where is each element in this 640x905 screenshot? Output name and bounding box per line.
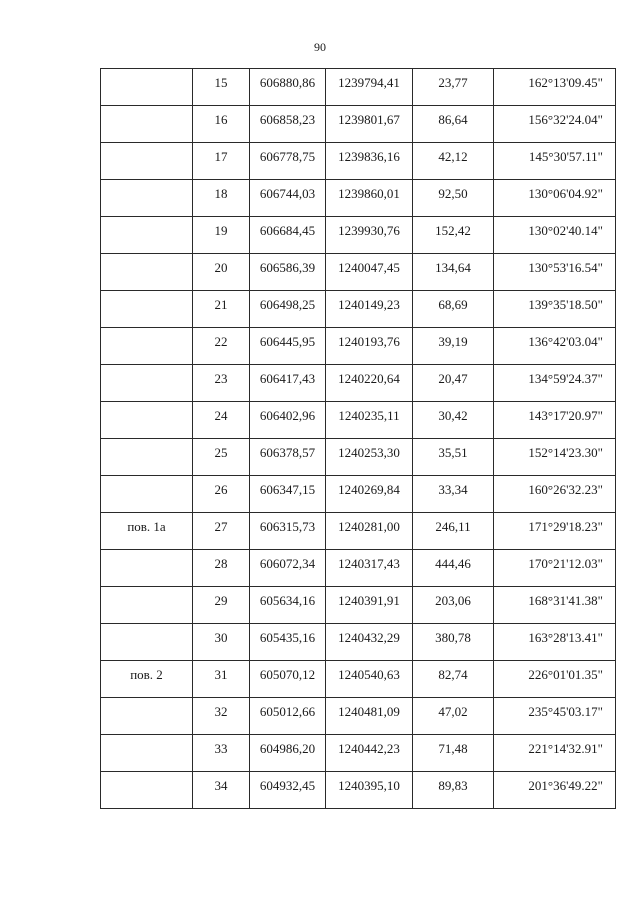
y-coordinate: 1240047,45 bbox=[338, 260, 400, 275]
row-label bbox=[101, 365, 192, 371]
row-label-cell bbox=[101, 291, 193, 328]
point-number-cell bbox=[193, 476, 250, 513]
y-coordinate-cell bbox=[326, 365, 413, 402]
point-number-cell bbox=[193, 624, 250, 661]
y-coordinate-cell bbox=[326, 513, 413, 550]
x-coordinate-cell bbox=[250, 365, 326, 402]
row-label bbox=[101, 217, 192, 223]
point-number: 28 bbox=[214, 556, 228, 571]
x-coordinate-cell bbox=[250, 69, 326, 106]
angle: 235°45'03.17" bbox=[528, 704, 603, 719]
point-number: 27 bbox=[214, 519, 228, 534]
angle-cell bbox=[494, 772, 616, 809]
table-row bbox=[101, 513, 616, 550]
x-coordinate: 605435,16 bbox=[259, 630, 316, 645]
y-coordinate-cell bbox=[326, 69, 413, 106]
row-label-cell bbox=[101, 439, 193, 476]
y-coordinate-cell bbox=[326, 328, 413, 365]
table-row bbox=[101, 254, 616, 291]
point-number: 22 bbox=[214, 334, 228, 349]
row-label bbox=[101, 180, 192, 186]
distance-cell bbox=[413, 624, 494, 661]
x-coordinate-cell bbox=[250, 328, 326, 365]
angle-cell bbox=[494, 180, 616, 217]
x-coordinate-cell bbox=[250, 624, 326, 661]
x-coordinate: 606744,03 bbox=[259, 186, 316, 201]
x-coordinate-cell bbox=[250, 217, 326, 254]
y-coordinate: 1240391,91 bbox=[338, 593, 400, 608]
y-coordinate: 1239794,41 bbox=[338, 75, 400, 90]
x-coordinate-cell bbox=[250, 254, 326, 291]
x-coordinate: 606378,57 bbox=[259, 445, 316, 460]
y-coordinate-cell bbox=[326, 180, 413, 217]
distance-cell bbox=[413, 365, 494, 402]
table-row bbox=[101, 661, 616, 698]
point-number-cell bbox=[193, 291, 250, 328]
table-row bbox=[101, 402, 616, 439]
distance-cell bbox=[413, 254, 494, 291]
point-number-cell bbox=[193, 439, 250, 476]
point-number-cell bbox=[193, 550, 250, 587]
distance-cell bbox=[413, 180, 494, 217]
point-number: 23 bbox=[214, 371, 228, 386]
table-row bbox=[101, 624, 616, 661]
angle-cell bbox=[494, 217, 616, 254]
y-coordinate-cell bbox=[326, 106, 413, 143]
point-number-cell bbox=[193, 69, 250, 106]
point-number: 20 bbox=[214, 260, 228, 275]
distance: 42,12 bbox=[438, 149, 468, 164]
angle-cell bbox=[494, 106, 616, 143]
y-coordinate: 1240317,43 bbox=[338, 556, 400, 571]
angle: 226°01'01.35" bbox=[528, 667, 603, 682]
distance: 82,74 bbox=[438, 667, 468, 682]
y-coordinate-cell bbox=[326, 624, 413, 661]
angle-cell bbox=[494, 291, 616, 328]
distance-cell bbox=[413, 143, 494, 180]
point-number-cell bbox=[193, 772, 250, 809]
angle-cell bbox=[494, 476, 616, 513]
y-coordinate-cell bbox=[326, 698, 413, 735]
row-label-cell bbox=[101, 476, 193, 513]
angle-cell bbox=[494, 735, 616, 772]
row-label-cell bbox=[101, 365, 193, 402]
x-coordinate: 606315,73 bbox=[259, 519, 316, 534]
row-label-cell bbox=[101, 217, 193, 254]
table-row bbox=[101, 735, 616, 772]
y-coordinate-cell bbox=[326, 772, 413, 809]
row-label-cell bbox=[101, 624, 193, 661]
row-label bbox=[101, 550, 192, 556]
point-number-cell bbox=[193, 402, 250, 439]
distance: 33,34 bbox=[438, 482, 468, 497]
distance-cell bbox=[413, 439, 494, 476]
table-row bbox=[101, 587, 616, 624]
y-coordinate: 1240253,30 bbox=[338, 445, 400, 460]
angle: 201°36'49.22" bbox=[528, 778, 603, 793]
distance-cell bbox=[413, 476, 494, 513]
row-label-cell bbox=[101, 587, 193, 624]
x-coordinate: 606586,39 bbox=[259, 260, 316, 275]
y-coordinate-cell bbox=[326, 217, 413, 254]
point-number: 26 bbox=[214, 482, 228, 497]
x-coordinate-cell bbox=[250, 513, 326, 550]
row-label bbox=[101, 735, 192, 741]
x-coordinate-cell bbox=[250, 291, 326, 328]
angle: 130°06'04.92" bbox=[528, 186, 603, 201]
angle: 145°30'57.11" bbox=[528, 149, 603, 164]
x-coordinate-cell bbox=[250, 698, 326, 735]
table-row bbox=[101, 217, 616, 254]
point-number-cell bbox=[193, 735, 250, 772]
x-coordinate: 605012,66 bbox=[259, 704, 316, 719]
point-number: 32 bbox=[214, 704, 228, 719]
point-number-cell bbox=[193, 180, 250, 217]
point-number-cell bbox=[193, 217, 250, 254]
y-coordinate: 1240235,11 bbox=[338, 408, 400, 423]
x-coordinate: 605070,12 bbox=[259, 667, 316, 682]
distance: 35,51 bbox=[438, 445, 468, 460]
distance-cell bbox=[413, 402, 494, 439]
distance: 23,77 bbox=[438, 75, 468, 90]
row-label bbox=[101, 772, 192, 778]
point-number: 18 bbox=[214, 186, 228, 201]
angle-cell bbox=[494, 698, 616, 735]
row-label-cell bbox=[101, 143, 193, 180]
table-row bbox=[101, 143, 616, 180]
distance: 68,69 bbox=[438, 297, 468, 312]
y-coordinate: 1239801,67 bbox=[338, 112, 400, 127]
table-row bbox=[101, 69, 616, 106]
x-coordinate-cell bbox=[250, 772, 326, 809]
angle-cell bbox=[494, 143, 616, 180]
distance-cell bbox=[413, 587, 494, 624]
y-coordinate-cell bbox=[326, 550, 413, 587]
table-row bbox=[101, 698, 616, 735]
x-coordinate: 605634,16 bbox=[259, 593, 316, 608]
y-coordinate: 1240193,76 bbox=[338, 334, 400, 349]
angle-cell bbox=[494, 661, 616, 698]
y-coordinate: 1240395,10 bbox=[338, 778, 400, 793]
table-row bbox=[101, 106, 616, 143]
x-coordinate: 606880,86 bbox=[259, 75, 316, 90]
distance: 20,47 bbox=[438, 371, 468, 386]
coordinates-table-container bbox=[100, 68, 609, 809]
angle: 134°59'24.37" bbox=[528, 371, 603, 386]
x-coordinate-cell bbox=[250, 180, 326, 217]
angle: 168°31'41.38" bbox=[528, 593, 603, 608]
y-coordinate-cell bbox=[326, 661, 413, 698]
point-number-cell bbox=[193, 106, 250, 143]
x-coordinate: 606445,95 bbox=[259, 334, 316, 349]
distance-cell bbox=[413, 291, 494, 328]
row-label bbox=[101, 587, 192, 593]
y-coordinate: 1240540,63 bbox=[338, 667, 400, 682]
table-row bbox=[101, 180, 616, 217]
row-label-cell bbox=[101, 772, 193, 809]
point-number: 16 bbox=[214, 112, 228, 127]
page-number: 90 bbox=[314, 40, 326, 54]
y-coordinate: 1240281,00 bbox=[338, 519, 400, 534]
row-label bbox=[101, 439, 192, 445]
point-number: 21 bbox=[214, 297, 228, 312]
x-coordinate: 606402,96 bbox=[259, 408, 316, 423]
angle: 143°17'20.97" bbox=[528, 408, 603, 423]
point-number-cell bbox=[193, 513, 250, 550]
y-coordinate-cell bbox=[326, 476, 413, 513]
point-number: 19 bbox=[214, 223, 228, 238]
row-label-cell bbox=[101, 402, 193, 439]
y-coordinate: 1240149,23 bbox=[338, 297, 400, 312]
table-row bbox=[101, 772, 616, 809]
point-number: 30 bbox=[214, 630, 228, 645]
distance-cell bbox=[413, 513, 494, 550]
angle: 162°13'09.45" bbox=[528, 75, 603, 90]
y-coordinate-cell bbox=[326, 587, 413, 624]
x-coordinate: 606347,15 bbox=[259, 482, 316, 497]
table-row bbox=[101, 365, 616, 402]
distance: 444,46 bbox=[435, 556, 471, 571]
angle-cell bbox=[494, 402, 616, 439]
point-number-cell bbox=[193, 698, 250, 735]
x-coordinate-cell bbox=[250, 587, 326, 624]
distance: 86,64 bbox=[438, 112, 468, 127]
table-row bbox=[101, 328, 616, 365]
row-label-cell bbox=[101, 254, 193, 291]
angle: 170°21'12.03" bbox=[528, 556, 603, 571]
point-number: 17 bbox=[214, 149, 228, 164]
angle: 152°14'23.30" bbox=[528, 445, 603, 460]
angle: 136°42'03.04" bbox=[528, 334, 603, 349]
row-label-cell bbox=[101, 550, 193, 587]
distance-cell bbox=[413, 217, 494, 254]
angle-cell bbox=[494, 513, 616, 550]
x-coordinate: 606417,43 bbox=[259, 371, 316, 386]
table-row bbox=[101, 439, 616, 476]
point-number-cell bbox=[193, 328, 250, 365]
row-label-cell bbox=[101, 513, 193, 550]
distance: 203,06 bbox=[435, 593, 471, 608]
angle-cell bbox=[494, 254, 616, 291]
distance: 47,02 bbox=[438, 704, 468, 719]
y-coordinate-cell bbox=[326, 439, 413, 476]
distance-cell bbox=[413, 69, 494, 106]
table-row bbox=[101, 291, 616, 328]
table-row bbox=[101, 476, 616, 513]
y-coordinate: 1240442,23 bbox=[338, 741, 400, 756]
row-label-cell bbox=[101, 698, 193, 735]
row-label-cell bbox=[101, 661, 193, 698]
y-coordinate-cell bbox=[326, 254, 413, 291]
x-coordinate: 606684,45 bbox=[259, 223, 316, 238]
point-number-cell bbox=[193, 587, 250, 624]
distance: 71,48 bbox=[438, 741, 468, 756]
point-number-cell bbox=[193, 143, 250, 180]
angle-cell bbox=[494, 550, 616, 587]
y-coordinate: 1239930,76 bbox=[338, 223, 400, 238]
angle: 139°35'18.50" bbox=[528, 297, 603, 312]
distance: 30,42 bbox=[438, 408, 468, 423]
row-label bbox=[101, 291, 192, 297]
distance: 39,19 bbox=[438, 334, 468, 349]
distance-cell bbox=[413, 772, 494, 809]
angle-cell bbox=[494, 328, 616, 365]
angle: 163°28'13.41" bbox=[528, 630, 603, 645]
point-number: 29 bbox=[214, 593, 228, 608]
distance-cell bbox=[413, 735, 494, 772]
x-coordinate: 604986,20 bbox=[259, 741, 316, 756]
row-label: пов. 2 bbox=[130, 667, 163, 682]
point-number: 34 bbox=[214, 778, 228, 793]
coordinates-table-body bbox=[101, 69, 616, 809]
x-coordinate-cell bbox=[250, 661, 326, 698]
angle: 156°32'24.04" bbox=[528, 112, 603, 127]
distance-cell bbox=[413, 328, 494, 365]
x-coordinate-cell bbox=[250, 476, 326, 513]
angle-cell bbox=[494, 624, 616, 661]
point-number: 15 bbox=[214, 75, 228, 90]
angle: 130°02'40.14" bbox=[528, 223, 603, 238]
distance: 92,50 bbox=[438, 186, 468, 201]
x-coordinate: 606858,23 bbox=[259, 112, 316, 127]
distance: 246,11 bbox=[435, 519, 471, 534]
angle: 130°53'16.54" bbox=[528, 260, 603, 275]
table-row bbox=[101, 550, 616, 587]
point-number: 24 bbox=[214, 408, 228, 423]
row-label-cell bbox=[101, 735, 193, 772]
row-label bbox=[101, 106, 192, 112]
y-coordinate: 1240481,09 bbox=[338, 704, 400, 719]
distance-cell bbox=[413, 550, 494, 587]
distance-cell bbox=[413, 698, 494, 735]
point-number: 33 bbox=[214, 741, 228, 756]
y-coordinate: 1240269,84 bbox=[338, 482, 400, 497]
x-coordinate: 606778,75 bbox=[259, 149, 316, 164]
y-coordinate: 1240220,64 bbox=[338, 371, 400, 386]
point-number-cell bbox=[193, 661, 250, 698]
row-label bbox=[101, 698, 192, 704]
row-label bbox=[101, 143, 192, 149]
row-label bbox=[101, 476, 192, 482]
x-coordinate: 604932,45 bbox=[259, 778, 316, 793]
y-coordinate-cell bbox=[326, 143, 413, 180]
distance-cell bbox=[413, 106, 494, 143]
distance: 152,42 bbox=[435, 223, 471, 238]
angle-cell bbox=[494, 439, 616, 476]
distance: 89,83 bbox=[438, 778, 468, 793]
row-label-cell bbox=[101, 106, 193, 143]
row-label bbox=[101, 402, 192, 408]
distance: 380,78 bbox=[435, 630, 471, 645]
x-coordinate-cell bbox=[250, 439, 326, 476]
row-label-cell bbox=[101, 328, 193, 365]
y-coordinate: 1240432,29 bbox=[338, 630, 400, 645]
x-coordinate-cell bbox=[250, 735, 326, 772]
x-coordinate: 606498,25 bbox=[259, 297, 316, 312]
y-coordinate-cell bbox=[326, 402, 413, 439]
point-number-cell bbox=[193, 254, 250, 291]
distance: 134,64 bbox=[435, 260, 471, 275]
angle: 160°26'32.23" bbox=[528, 482, 603, 497]
angle: 221°14'32.91" bbox=[528, 741, 603, 756]
row-label-cell bbox=[101, 180, 193, 217]
point-number-cell bbox=[193, 365, 250, 402]
point-number: 31 bbox=[214, 667, 228, 682]
x-coordinate-cell bbox=[250, 402, 326, 439]
angle-cell bbox=[494, 69, 616, 106]
row-label bbox=[101, 254, 192, 260]
y-coordinate: 1239860,01 bbox=[338, 186, 400, 201]
coordinates-table bbox=[100, 68, 616, 809]
distance-cell bbox=[413, 661, 494, 698]
x-coordinate: 606072,34 bbox=[259, 556, 316, 571]
row-label bbox=[101, 624, 192, 630]
point-number: 25 bbox=[214, 445, 228, 460]
angle-cell bbox=[494, 365, 616, 402]
y-coordinate: 1239836,16 bbox=[338, 149, 400, 164]
row-label bbox=[101, 69, 192, 75]
angle-cell bbox=[494, 587, 616, 624]
x-coordinate-cell bbox=[250, 550, 326, 587]
row-label: пов. 1а bbox=[127, 519, 166, 534]
x-coordinate-cell bbox=[250, 143, 326, 180]
x-coordinate-cell bbox=[250, 106, 326, 143]
angle: 171°29'18.23" bbox=[528, 519, 603, 534]
y-coordinate-cell bbox=[326, 735, 413, 772]
row-label-cell bbox=[101, 69, 193, 106]
row-label bbox=[101, 328, 192, 334]
y-coordinate-cell bbox=[326, 291, 413, 328]
